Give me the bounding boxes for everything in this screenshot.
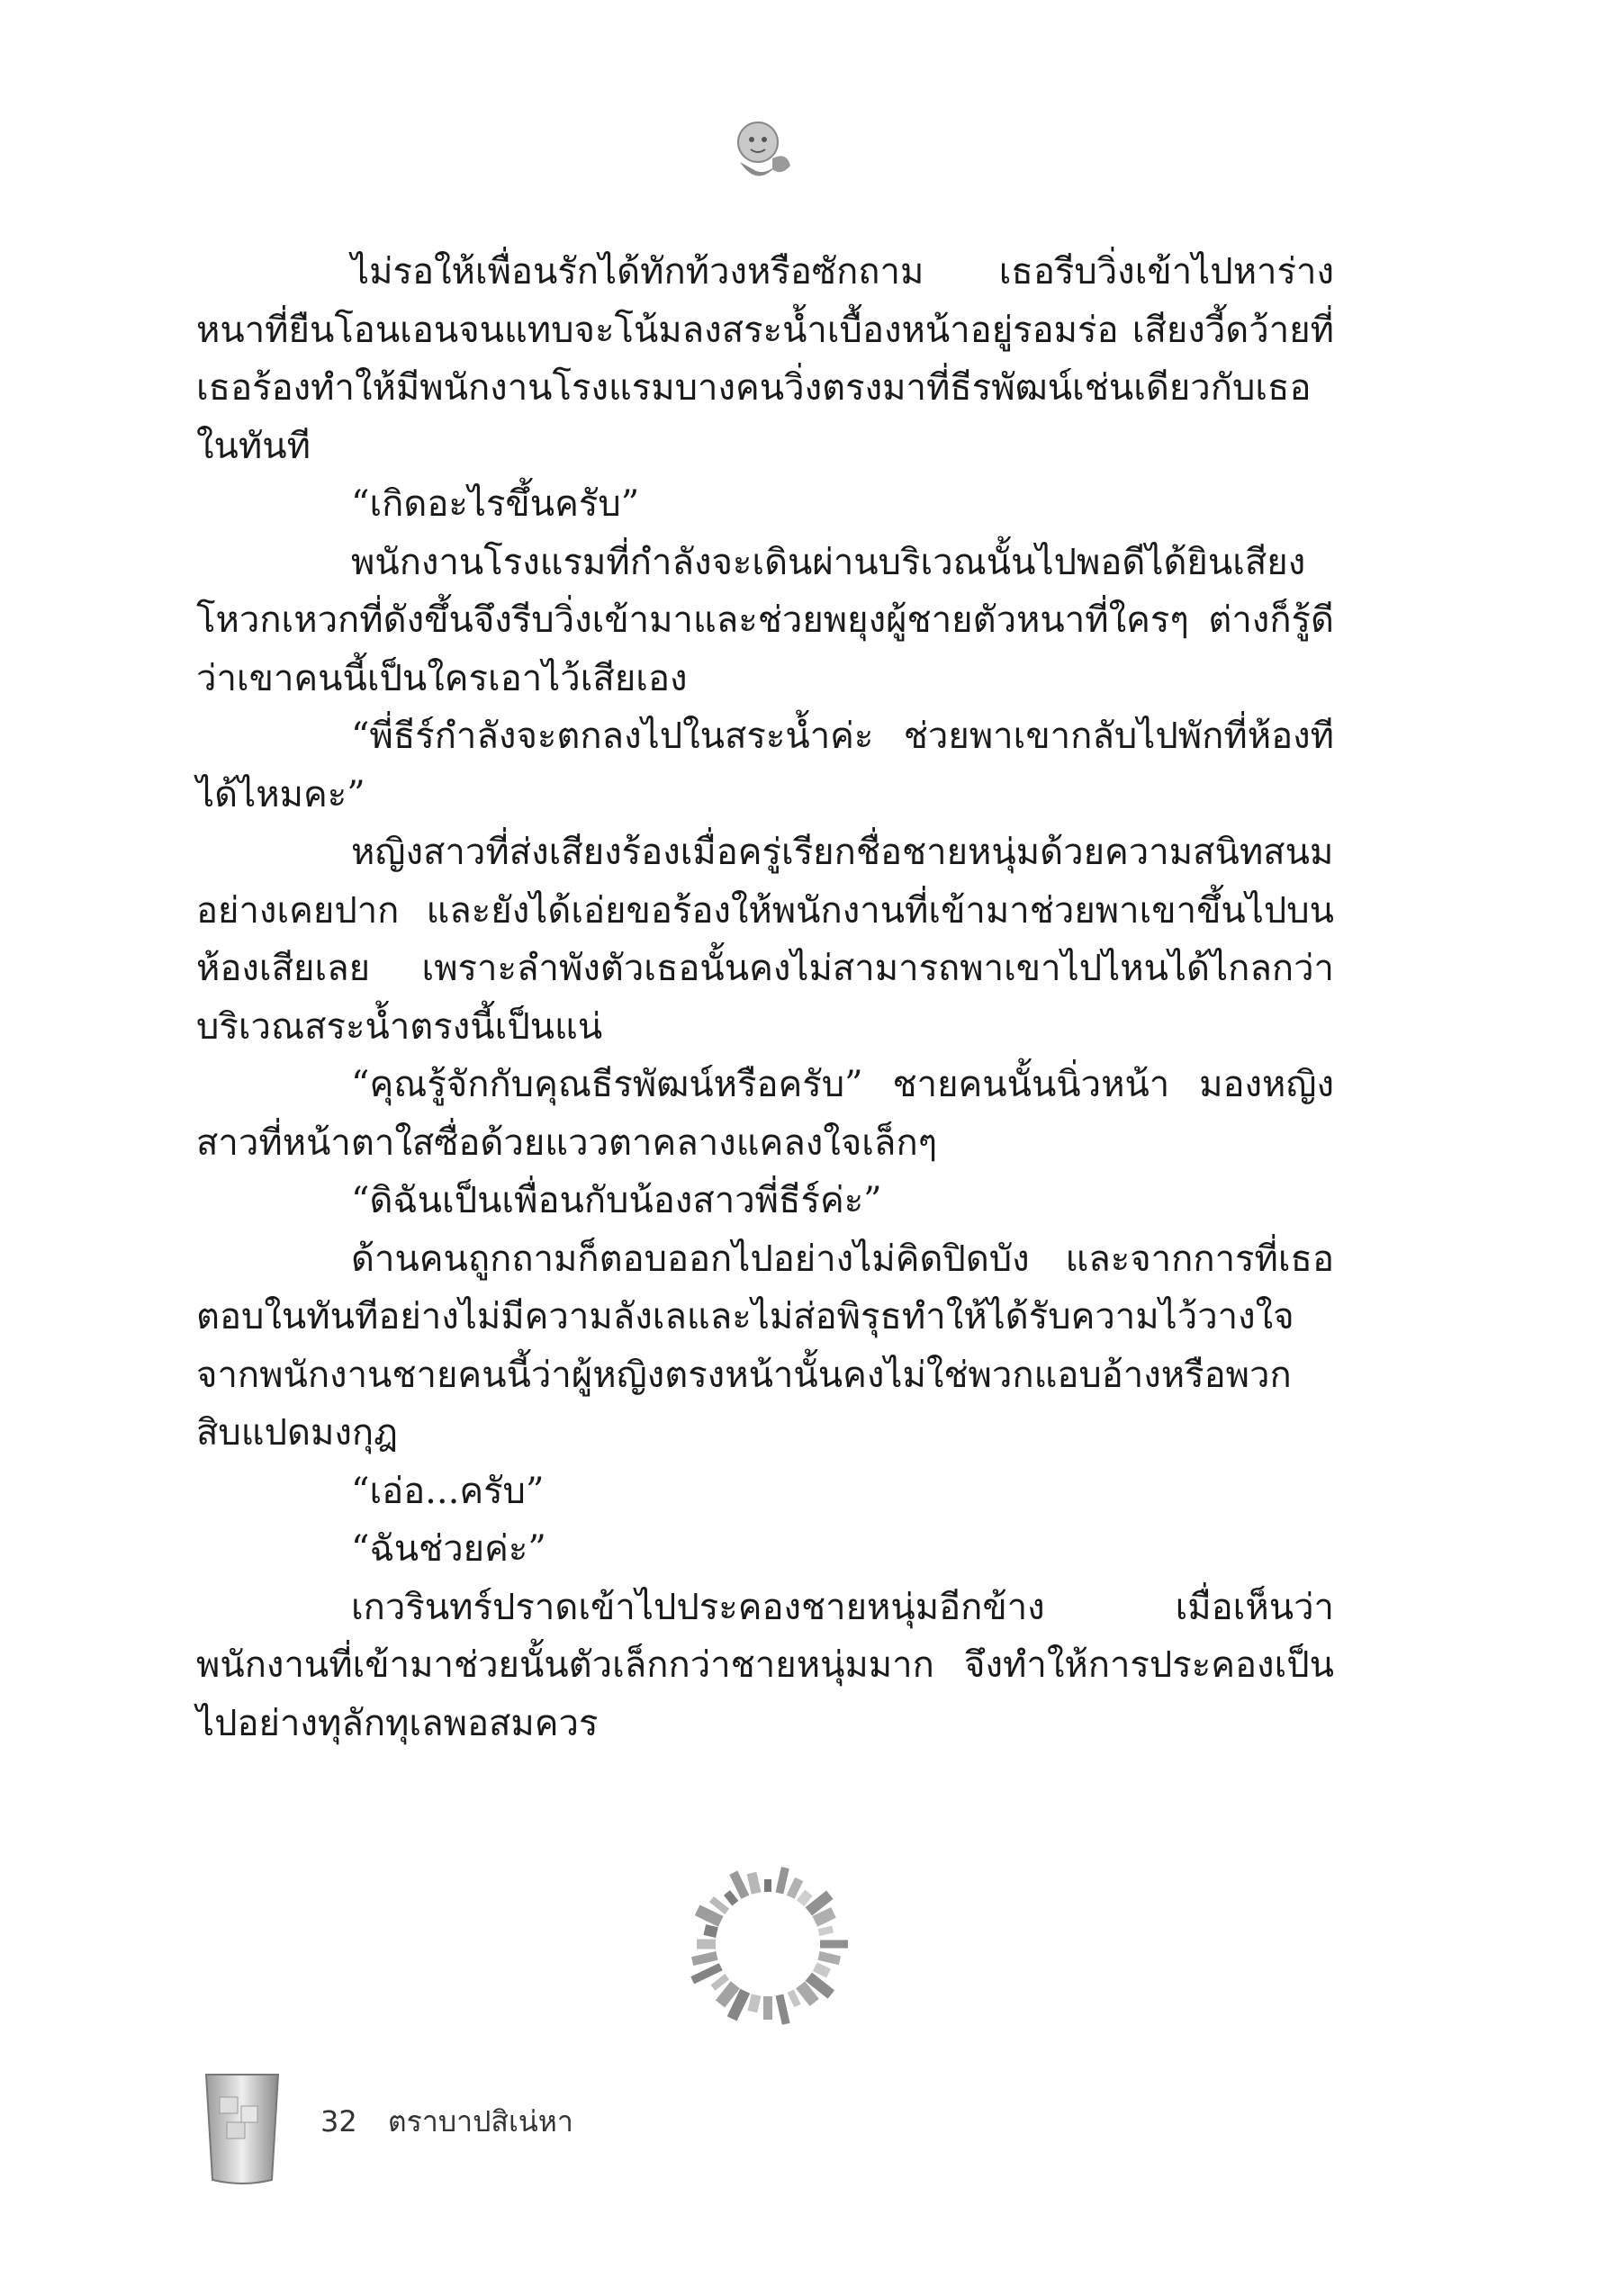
paragraph: เกวรินทร์ปราดเข้าไปประคองชายหนุ่มอีกข้าง เมื่อเห็นว่าพนักงานที่เข้ามาช่วยนั้นตัวเล็กกว่าชายหนุ่มมาก จึงทำให้การประคองเป็นไปอย่างทุลักทุเลพอสมควร (196, 1586, 1334, 1744)
paragraph: “ดิฉันเป็นเพื่อนกับน้องสาวพี่ธีร์ค่ะ” (351, 1180, 882, 1221)
cartoon-ornament-icon (713, 106, 803, 196)
paragraph: หญิงสาวที่ส่งเสียงร้องเมื่อครู่เรียกชื่อชายหนุ่มด้วยความสนิทสนมอย่างเคยปาก และยังได้เอ่ยขอร้องให้พนักงานที่เข้ามาช่วยพาเขาขึ้นไปบนห้องเสียเลย เพราะลำพังตัวเธอนั้นคงไม่สามารถพาเขาไปไหนได้ไกลกว่าบริเวณสระน้ำตรงนี้เป็นแน่ (196, 832, 1334, 1048)
paragraph: “พี่ธีร์กำลังจะตกลงไปในสระน้ำค่ะ ช่วยพาเขากลับไปพักที่ห้องทีได้ไหมคะ” (196, 716, 1334, 815)
paragraph: ด้านคนถูกถามก็ตอบออกไปอย่างไม่คิดปิดบัง และจากการที่เธอตอบในทันทีอย่างไม่มีความลังเลและไม่ส่อพิรุธทำให้ได้รับความไว้วางใจจากพนักงานชายคนนี้ว่าผู้หญิงตรงหน้านั้นคงไม่ใช่พวกแอบอ้างหรือพวกสิบแปดมงกุฎ (196, 1238, 1334, 1454)
paragraph: “ฉันช่วยค่ะ” (351, 1528, 546, 1570)
paragraph: ไม่รอให้เพื่อนรักได้ทักท้วงหรือซักถาม เธอรีบวิ่งเข้าไปหาร่างหนาที่ยืนโอนเอนจนแทบจะโน้มลงสระน้ำเบื้องหน้าอยู่รอมร่อ เสียงวี้ดว้ายที่เธอร้องทำให้มีพนักงานโรงแรมบางคนวิ่งตรงมาที่ธีรพัฒน์เช่นเดียวกับเธอในทันที (196, 251, 1334, 467)
glass-of-ice-icon (202, 2070, 283, 2187)
book-title: ตราบาปสิเน่หา (387, 2104, 573, 2138)
story-text (196, 243, 1334, 1752)
paragraph: “คุณรู้จักกับคุณธีรพัฒน์หรือครับ” ชายคนนั้นนิ่วหน้า มองหญิงสาวที่หน้าตาใสซื่อด้วยแววตาคลางแคลงใจเล็กๆ (196, 1064, 1334, 1164)
paragraph: “เอ่อ...ครับ” (351, 1470, 545, 1512)
page-footer (320, 2099, 573, 2145)
paragraph: “เกิดอะไรขึ้นครับ” (351, 483, 640, 525)
page-number: 32 (320, 2104, 357, 2138)
paragraph: พนักงานโรงแรมที่กำลังจะเดินผ่านบริเวณนั้นไปพอดีได้ยินเสียงโหวกเหวกที่ดังขึ้นจึงรีบวิ่งเข้ามาและช่วยพยุงผู้ชายตัวหนาที่ใครๆ ต่างก็รู้ดีว่าเขาคนนี้เป็นใครเอาไว้เสียเอง (196, 541, 1334, 699)
city-circle-ornament-icon (682, 1859, 853, 2030)
